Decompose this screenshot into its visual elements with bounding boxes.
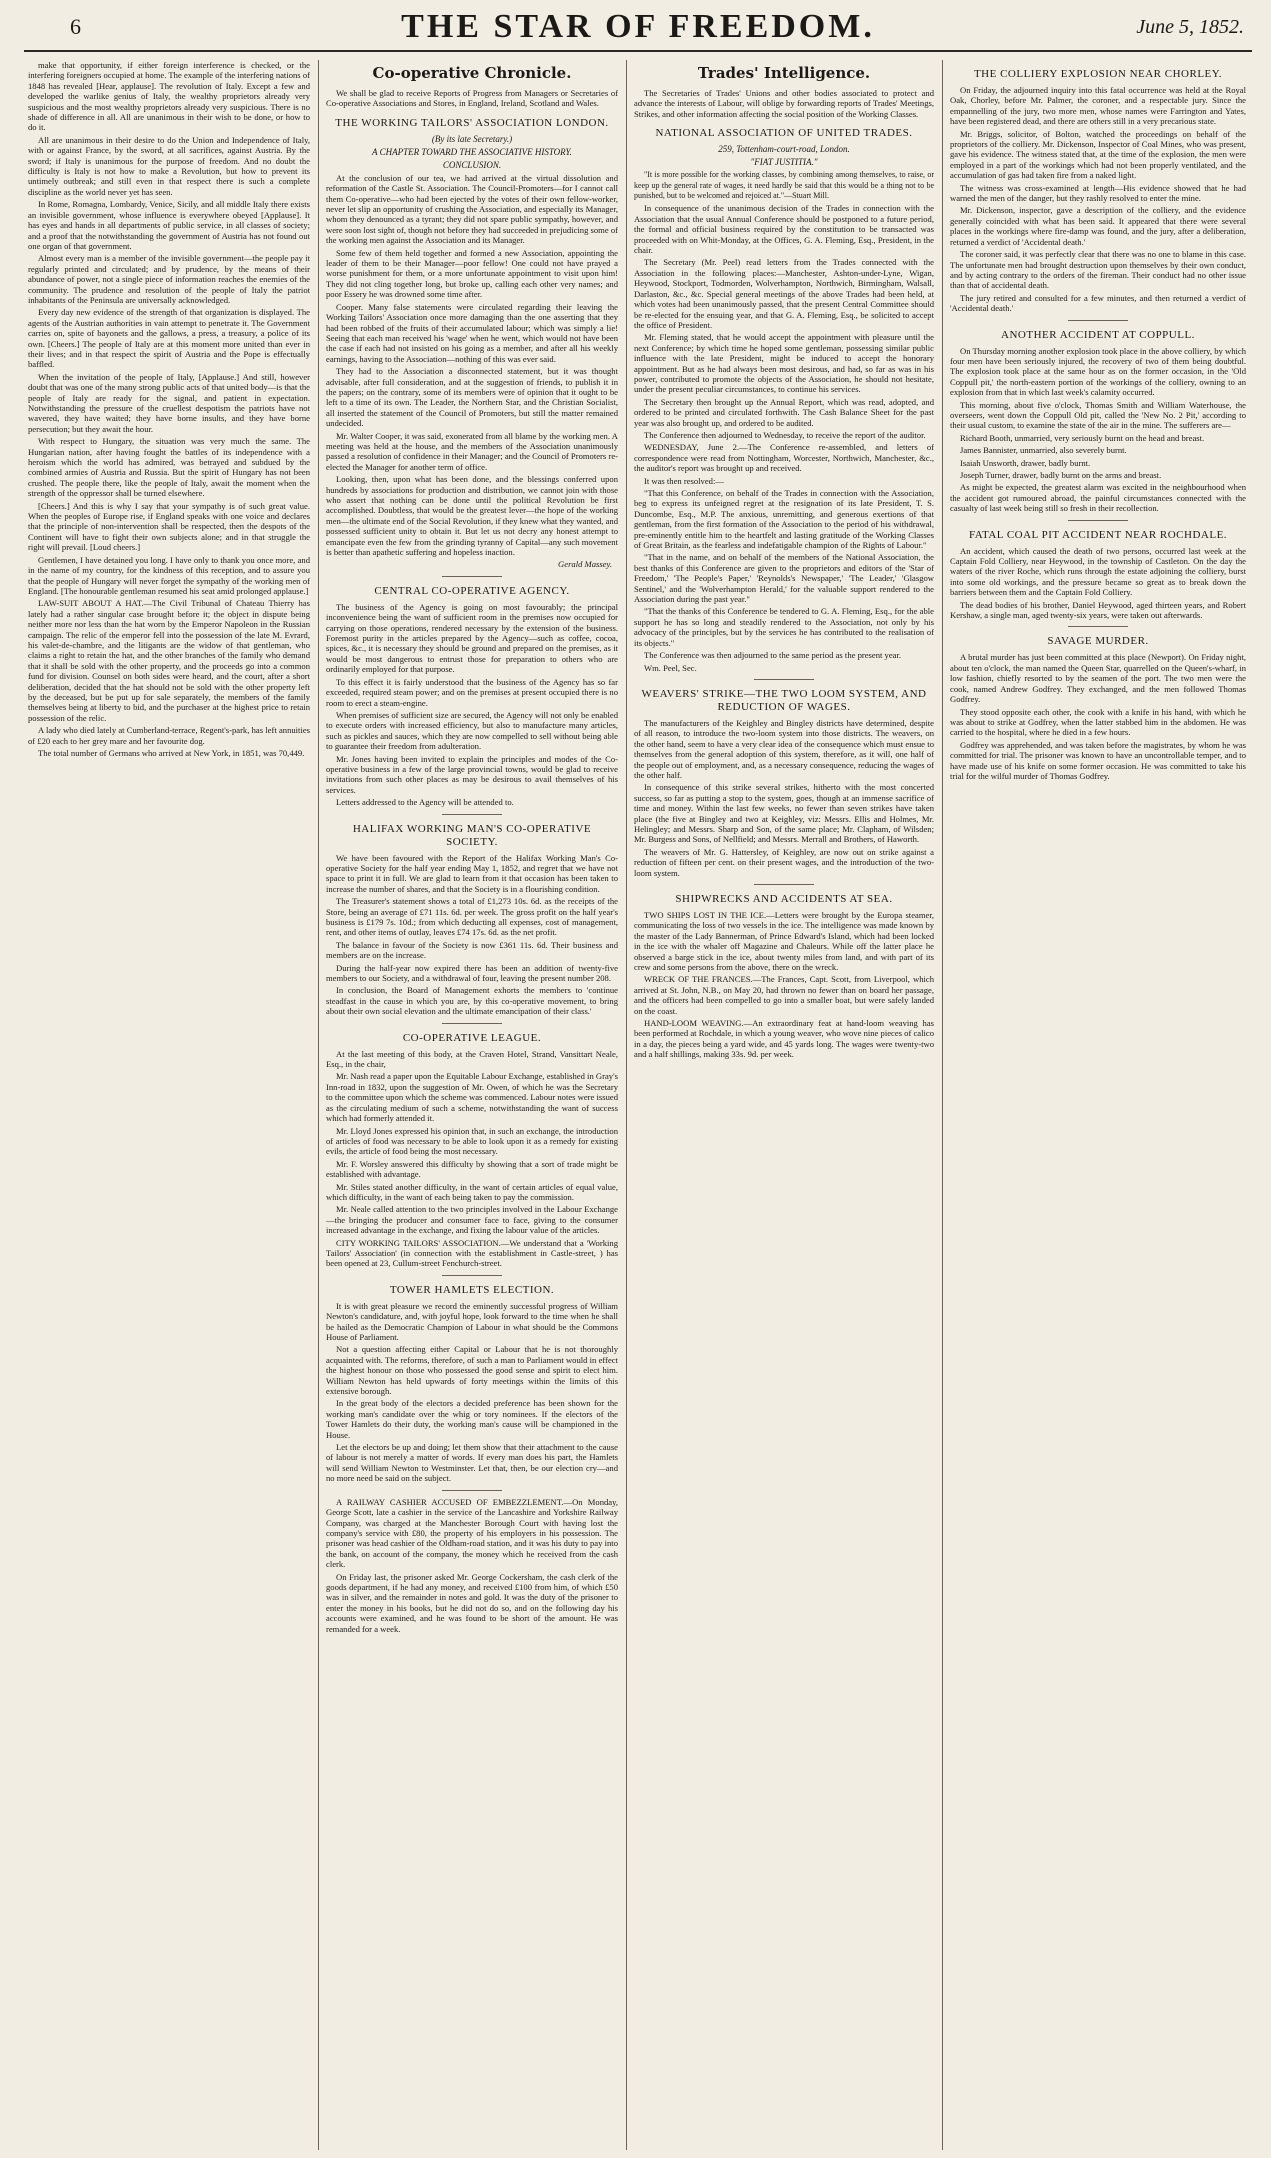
article-body (950, 85, 1246, 314)
article-paragraph: Mr. Fleming stated, that he would accept the appointment with pleasure until the next Conference; by which time he hoped some gentleman, possessing similar public influence with the late President, might be induced to accept the honorary appointment. But as he had always been most desirous, and had, so far as was in his power, contributed to promote the objects of the Association, he should not hesitate, under the present peculiar circumstances, to continue his services. (634, 332, 934, 395)
article-paragraph: On Friday last, the prisoner asked Mr. George Cockersham, the cash clerk of the goods department, if he had any money, and received £100 from him, of which £50 was in silver, and the remainder in notes and gold. It was the duty of the prisoner to enter the money in his books, but he did not do so, and on the following day his accounts were examined, and he was found to be short of the amount. He was remanded for a week. (326, 1571, 618, 1634)
article-paragraph: On Friday, the adjourned inquiry into this fatal occurrence was held at the Royal Oak, Chorley, before Mr. Palmer, the coroner, and a respectable jury. Since the empannelling of the jury, two more men, whose names were Farrington and Yates, have been registered dead, and there are others still in a very precarious state. (950, 85, 1246, 127)
masthead (24, 8, 1252, 48)
article-paragraph: "That the thanks of this Conference be tendered to G. A. Fleming, Esq., for the able support he has so long and steadily rendered to the Association, not only by his advocacy of the principles, but by the services he has contributed to the realisation of its objects." (634, 606, 934, 648)
article-paragraph: This morning, about five o'clock, Thomas Smith and William Waterhouse, the overseers, went down the Coppull Old pit, called the 'New No. 2 Pit,' according to their usual custom, to examine the state of the air in the mine. The sufferers are— (950, 399, 1246, 431)
article-body (950, 546, 1246, 621)
article-paragraph: Godfrey was apprehended, and was taken before the magistrates, by whom he was committed for trial. The prisoner was known to have an uncontrollable temper, and to have made use of his knife on some former occasion. He was committed to take his trial for the wilful murder of Thomas Godfrey. (950, 739, 1246, 781)
column-2 (326, 60, 618, 2150)
article-paragraph: At the conclusion of our tea, we had arrived at the virtual dissolution and reformation of the Castle St. Association. The Council-Promoters—for I cannot call them Co-operative—who had been ejected by the votes of their own fellow-worker, never let slip an opportunity of crushing the Association, and especially its Manager, whom they denounced as a tyrant; they did not spare public sympathy, however, and were soon lost sight of, though not before they had succeeded in prejudicing some of the working men against the Association and its Manager. (326, 172, 618, 246)
article-subtitle: A CHAPTER TOWARD THE ASSOCIATIVE HISTORY. (372, 146, 572, 157)
article-title: THE COLLIERY EXPLOSION NEAR CHORLEY. (973, 68, 1223, 80)
article-paragraph: Mr. Walter Cooper, it was said, exonerated from all blame by the working men. A meeting was held at the house, and the members of the Association unanimously passed a resolution of confidence in their Manager; and the Council of Promoters re-elected the Manager for another term of office. (326, 430, 618, 472)
article-paragraph: The weavers of Mr. G. Hattersley, of Keighley, are now out on strike against a reduction of fifteen per cent. on their present wages, and the introduction of the two-loom system. (634, 846, 934, 878)
article-paragraph: "That in the name, and on behalf of the members of the National Association, the best thanks of this Conference are given to the proprietors and editors of the 'Star of Freedom,' 'The People's Paper,' 'Reynolds's Newspaper,' 'The Leader,' 'Glasgow Sentinel,' and the 'Wolverhampton Herald,' for the valuable support rendered to the Association during the past year." (634, 552, 934, 605)
article-separator (1068, 520, 1128, 521)
article-body (950, 346, 1246, 514)
article-paragraph: WEDNESDAY, June 2.—The Conference re-assembled, and letters of correspondence were read from Nottingham, Worcester, Northwich, Manchester, &c., the auditor's report was brought up and received. (634, 442, 934, 474)
article-paragraph: At the last meeting of this body, at the Craven Hotel, Strand, Vansittart Neale, Esq., in the chair, (326, 1048, 618, 1070)
article-paragraph: In Rome, Romagna, Lombardy, Venice, Sicily, and all middle Italy there exists an invisible government, whose influence is everywhere obeyed [Applause]. It has eyes and hands in all departments of public service, in all classes of society; and a proof that the notwithstanding the government of Austria has not found out one organ of that government. (28, 199, 310, 251)
article-paragraph: When the invitation of the people of Italy, [Applause.] And still, however doubt that was one of the many strong public acts of that united body—is that the people of Italy are ready for the signal, and patient in expectation. Notwithstanding the pressure of the cruellest despotism the patriots have not wavered, they have waited; they have borne insults, and they have borne persecution; but they await the hour. (28, 371, 310, 434)
article-paragraph: The jury retired and consulted for a few minutes, and then returned a verdict of 'Accidental death.' (950, 292, 1246, 314)
article-paragraph: Mr. Nash read a paper upon the Equitable Labour Exchange, established in Gray's Inn-road in 1832, upon the suggestion of Mr. Owen, of which he was the Secretary to the committee upon which the scheme was commenced. Labour notes were issued as the circulating medium of such a scheme, notwithstanding the want of success which had formerly attended it. (326, 1071, 618, 1124)
article-epigraph: "It is more possible for the working classes, by combining among themselves, to raise, or keep up the general rate of wages, it need hardly be said that this would be a thing not to be punished, but to be welcomed and rejoiced at."—Stuart Mill. (634, 170, 934, 201)
article-paragraph: Wm. Peel, Sec. (644, 662, 697, 673)
article-body (326, 173, 618, 558)
article-title: CO-OPERATIVE LEAGUE. (402, 1031, 542, 1044)
column-divider (942, 60, 943, 2150)
article-separator (442, 814, 502, 815)
article-paragraph: A brutal murder has just been committed at this place (Newport). On Friday night, about ten o'clock, the man named the Queen Star, quarrelled on the Queen's-wharf, in low fashion, chiefly resorted to by the seamen of the port. The two men were the cook, named Andrew Godfrey. They exchanged, and the men followed Thomas Godfrey. (950, 652, 1246, 705)
article-paragraph: Mr. Neale called attention to the two principles involved in the Labour Exchange—the bringing the producer and consumer face to face, giving to the consumer increased advantage in the exchange, and fixing the labour value of the articles. (326, 1204, 618, 1236)
article-body (326, 602, 618, 808)
article-title: FATAL COAL PIT ACCIDENT NEAR ROCHDALE. (968, 528, 1228, 541)
article-body (634, 203, 934, 672)
article-paragraph: The Secretary (Mr. Peel) read letters from the Trades connected with the Association in the following places:—Manchester, Ashton-under-Lyne, Wigan, Heywood, Stockport, Todmorden, Wolverhampton, Northwich, Birmingham, Walsall, Darlaston, &c., &c. Special general meetings of the above Trades had been held, at which votes had been unanimously passed, that the present Central Committee should be re-elected for the ensuing year, and that G. A. Fleming, Esq., be solicited to accept the office of President. (634, 257, 934, 330)
article-paragraph: In consequence of the unanimous decision of the Trades in connection with the Association that the usual Annual Conference should be postponed to a future period, the formal and official business required by the constitution to be transacted was proceeded with on Whit-Monday, at the Offices, G. A. Fleming, Esq., President, in the chair. (634, 203, 934, 256)
article-paragraph: The Conference was then adjourned to the same period as the present year. (644, 650, 901, 661)
trades-intelligence-heading: Trades' Intelligence. (697, 64, 871, 82)
article-paragraph: It was then resolved:— (644, 475, 724, 486)
article-paragraph: make that opportunity, if either foreign interference is checked, or the interfering foreigners occupied at home. The example of the interfering nations of 1848 has revealed [Hear, applause]. The revolution of Italy. Except a few and developed the warlike genius of Italy, the wealthy proprietors already very suspicious and the most wealthy proprietors already very suspicious. There is no shade of difference in all. All are unanimous in their wish to be done, or how to do it. (28, 60, 310, 133)
association-address: 259, Tottenham-court-road, London. (718, 144, 850, 155)
article-paragraph: [Cheers.] And this is why I say that your sympathy is of such great value. When the peoples of Europe rise, if England speaks with one voice and declares that the principle of non-intervention shall be respected, then the despots of the Continent will have to fight their own subjects alone; and in that struggle the right will prevail. [Loud cheers.] (28, 500, 310, 553)
article-paragraph: The Treasurer's statement shows a total of £1,273 10s. 6d. as the receipts of the Store, being an average of £71 11s. 6d. per week. The gross profit on the half year's business is £179 7s. 10d.; from which deducting all expenses, cost of management, rent, and other items of outlay, leaves £74 17s. 6d. as the net profit. (326, 896, 618, 938)
article-paragraph: Letters addressed to the Agency will be attended to. (336, 797, 514, 808)
article-paragraph: The dead bodies of his brother, Daniel Heywood, aged thirteen years, and Robert Kershaw, a single man, aged twenty-six years, were taken out afterwards. (950, 599, 1246, 621)
article-paragraph: All are unanimous in their desire to do the Union and Independence of Italy, with or against France, by the sword, at all sacrifices, against Austria. By the sword; if Italy is unanimous for the purpose of freedom. And no doubt the difficulty is Italy is not how to make a Revolution, but how to prevent its untimely outbreak; and still even in that respect there is such a complete discipline as the world never yet has seen. (28, 134, 310, 197)
article-paragraph: The business of the Agency is going on most favourably; the principal inconvenience being the want of sufficient room in the premises now occupied for carrying on those operations, rendered necessary by the extension of the business. Foremost purity in the articles prepared by the Agency—such as coffee, cocoa, spices, &c., it is necessary they should be ground and prepared on the premises, as it would be most dangerous to entrust those for preparation to others who are ordinarily employed for that purpose. (326, 601, 618, 675)
issue-date: June 5, 1852. (1136, 16, 1244, 38)
page-number: 6 (70, 14, 81, 39)
column-4 (950, 60, 1246, 2150)
masthead-rule (24, 50, 1252, 52)
article-paragraph: On Thursday morning another explosion took place in the above colliery, by which four men have been seriously injured, the recovery of two of them being doubtful. The explosion took place at the same hour as on the former occasion, in the 'Old Coppull pit,' the north-eastern portion of the workings of the colliery, owning to an explosion from that in which last week's calamity occurred. (950, 345, 1246, 398)
article-title: TOWER HAMLETS ELECTION. (389, 1283, 555, 1296)
article-separator (442, 1023, 502, 1024)
article-paragraph: They had to the Association a disconnected statement, but it was thought advisable, after full consideration, and at the suggestion of friends, to publish it in the papers; on the contrary, some of its members were of opinion that it ought to be left to a time of its own. The Leader, the Northern Star, and the Christian Socialist, all inserted the statement of the Council of Promoters, but still the matter remained undecided. (326, 366, 618, 429)
article-title: NATIONAL ASSOCIATION OF UNITED TRADES. (655, 127, 913, 140)
association-motto: "FIAT JUSTITIA." (750, 157, 818, 168)
newspaper-title: THE STAR OF FREEDOM. (401, 8, 875, 45)
article-title: WEAVERS' STRIKE—THE TWO LOOM SYSTEM, AND REDUCTION OF WAGES. (641, 687, 927, 713)
article-paragraph: The witness was cross-examined at length—His evidence showed that he had warned the men of the danger, but they rashly resolved to enter the mine. (950, 182, 1246, 204)
article-subhead: CONCLUSION. (442, 159, 502, 170)
trades-notice: The Secretaries of Trades' Unions and other bodies associated to protect and advance the interests of Labour, will oblige by forwarding reports of Trades' Meetings, Strikes, and other information affecting the social position of the Working Classes. (634, 88, 934, 119)
article-paragraph: We have been favoured with the Report of the Halifax Working Man's Co-operative Society for the half year ending May 1, 1852, and regret that we have not space to print it in full. We are glad to learn from it that occasion has been taken to increase the number of shares, and that the Society is in a flourishing condition. (326, 852, 618, 894)
column-divider (318, 60, 319, 2150)
article-separator (442, 1275, 502, 1276)
article-paragraph: Joseph Turner, drawer, badly burnt on the arms and breast. (960, 470, 1162, 480)
article-paragraph: An accident, which caused the death of two persons, occurred last week at the Captain Fold Colliery, near Heywood, in the township of Castleton. On the day the waters of the river Roche, which runs through the estate adjoining the colliery, burst into some old workings, and the pressure became so great as to break down the barriers between them and the Captain Fold Colliery. (950, 545, 1246, 598)
article-separator (1068, 626, 1128, 627)
article-separator (442, 576, 502, 577)
article-paragraph: As might be expected, the greatest alarm was excited in the neighbourhood when the accident got rumoured abroad, the painful circumstances connected with the casualty of last week being still so fresh in their recollection. (950, 482, 1246, 514)
article-paragraph: When premises of sufficient size are secured, the Agency will not only be enabled to execute orders with increased efficiency, but also to manufacture many articles, such as pickles and sauces, which they are now compelled to sell without being able to guarantee their freedom from adulteration. (326, 709, 618, 752)
article-paragraph: Mr. Lloyd Jones expressed his opinion that, in such an exchange, the introduction of articles of food was necessary to be able to look upon it as a remedy for existing evils, the article of food being the most necessary. (326, 1125, 618, 1157)
article-paragraph: A lady who died lately at Cumberland-terrace, Regent's-park, has left annuities of £20 each to her grey mare and her favourite dog. (28, 725, 310, 746)
article-paragraph: In the great body of the electors a decided preference has been shown for the working man's candidate over the whig or tory nominees. If the electors of the Tower Hamlets do their duty, the working man's cause will be championed in the House. (326, 1398, 618, 1440)
article-paragraph: Almost every man is a member of the invisible government—the people pay it regularly printed and circulated; and by prudence, by the means of their abundance of power, not a single piece of information reaches the enemies of the community. The prudence and resolution of the people of Italy the patriot inhabitants of the Peninsula are universally acknowledged. (28, 253, 310, 305)
article-paragraph: The balance in favour of the Society is now £361 11s. 6d. Their business and members are on the increase. (326, 939, 618, 961)
article-paragraph: It is with great pleasure we record the eminently successful progress of William Newton's candidature, and, with joyful hope, look forward to the time when he shall be hailed as the Democratic Champion of Labour in what should be the Commons House of Parliament. (326, 1300, 618, 1342)
article-paragraph: CITY WORKING TAILORS' ASSOCIATION.—We understand that a 'Working Tailors' Association' (in connection with the establishment in Castle-street, ) has been opened at 23, Cullum-street Fenchurch-street. (326, 1237, 618, 1269)
column-divider (626, 60, 627, 2150)
article-title: CENTRAL CO-OPERATIVE AGENCY. (374, 584, 570, 597)
article-paragraph: Gentlemen, I have detained you long. I have only to thank you once more, and in the name of my country, for the kindness of this reception, and to assure you that the people of Hungary will never forget the sympathy of the working men of England. [The honourable gentleman resumed his seat amid prolonged applause.] (28, 554, 310, 596)
column-3 (634, 60, 934, 2150)
article-paragraph: TWO SHIPS LOST IN THE ICE.—Letters were brought by the Europa steamer, communicating the loss of two vessels in the ice. The intelligence was made known by the master of the Lady Bannerman, of Prince Edward's Island, which had been locked in the ice with the whaler off Magazine and Chaleurs. While off the latter place he observed a barge stick in the ice, about twenty miles from land, and with part of its crew and some persons from the above, there on the wreck. (634, 910, 934, 973)
article-signature: Gerald Massey. (558, 559, 612, 570)
article-paragraph: HAND-LOOM WEAVING.—An extraordinary feat at hand-loom weaving has been performed at Rochdale, in which a young weaver, who wove nine pieces of calico in a day, the pieces being a yard wide, and 45 yards long. The wages were twenty-two and a half shillings, making 33s. 9d. per week. (634, 1018, 934, 1060)
article-paragraph: Mr. Jones having been invited to explain the principles and modes of the Co-operative business in a few of the large provincial towns, would be glad to receive invitations from such other places as may be desirous to avail themselves of his services. (326, 753, 618, 795)
article-paragraph: Some few of them held together and formed a new Association, appointing the leader of them to be their Manager—poor fellow! One could not have prayed a worse punishment for them, or a more unfortunate appointment to visit upon him! They did not cling together long, but broke up, calling each other very names; and poor Essery he was drowned some time after. (326, 247, 618, 300)
article-title: THE WORKING TAILORS' ASSOCIATION LONDON. (335, 116, 609, 129)
article-paragraph: Let the electors be up and doing; let them show that their attachment to the cause of labour is not merely a matter of words. If every man does his part, the Hamlets will send William Newton to Westminster. Let that, then, be our election cry—and no more need be said on the subject. (326, 1442, 618, 1484)
article-paragraph: Every day new evidence of the strength of that organization is displayed. The agents of the Austrian authorities in vain attempt to penetrate it. The Government carries on, spite of bayonets and the gallows, a press, a treasury, a police of its own. [Cheers.] The people of Italy are at this moment more united than ever in their lives; and in that respect the spirit of Austria and the Pope is effectually baffled. (28, 307, 310, 370)
article-byline: (By its late Secretary.) (431, 133, 513, 144)
article-paragraph: In conclusion, the Board of Management exhorts the members to 'continue steadfast in the cause in which you are, by this co-operative movement, to bring about their own social elevation and the ultimate emancipation of their class.' (326, 985, 618, 1017)
article-paragraph: James Bannister, unmarried, also severely burnt. (960, 445, 1127, 456)
article-paragraph: The total number of Germans who arrived at New York, in 1851, was 70,449. (38, 748, 305, 758)
article-title: ANOTHER ACCIDENT AT COPPULL. (1001, 328, 1195, 341)
article-paragraph: The Secretary then brought up the Annual Report, which was read, adopted, and ordered to be printed and circulated forthwith. The Cash Balance Sheet for the past year was also brought up, and ordered to be audited. (634, 396, 934, 428)
article-paragraph: WRECK OF THE FRANCES.—The Frances, Capt. Scott, from Liverpool, which arrived at St. John, N.B., on May 20, had thrown no fewer than on board her passage, and the officers had been compelled to go into a smaller boat, but were safely landed on the coast. (634, 974, 934, 1016)
article-title: SAVAGE MURDER. (1047, 635, 1149, 648)
article-paragraph: Mr. Dickenson, inspector, gave a description of the colliery, and the evidence generally coincided with what has been said. It appeared that there were several places in the workings where fire-damp was found, and the jury, after a deliberation, returned a verdict of 'Accidental death.' (950, 205, 1246, 247)
article-separator (1068, 320, 1128, 321)
article-paragraph: Looking, then, upon what has been done, and the blessings conferred upon hundreds by associations for production and distribution, we cannot join with those who assert that nothing can be done until the political Revolution be first accomplished. Doubtless, that would be the greatest lever—the hope of the working men—the ultimate end of the Social Revolution, if they knew what they wanted, and possessed sufficient unity to obtain it. But let us not decry any honest attempt to emancipate even the few from the grinding tyranny of Capital—any such movement is better than apathetic suffering and hopeless inaction. (326, 474, 618, 558)
article-title: SHIPWRECKS AND ACCIDENTS AT SEA. (675, 893, 893, 905)
article-body (326, 1049, 618, 1236)
article-body (326, 853, 618, 1017)
article-separator (754, 884, 814, 885)
article-paragraph: Cooper. Many false statements were circulated regarding their leaving the Working Tailors' Association once more damaging than the one asserting that they had been robbed of the fruits of their accumulated labour; which was simply a lie! Seeing that each man received his 'wage' when he went, which would not have been the case if each had not insisted on his going as a member, and after all his weekly earnings, having to the Association—nothing of this was ever said. (326, 301, 618, 364)
column-1 (28, 60, 310, 2150)
article-paragraph: LAW-SUIT ABOUT A HAT.—The Civil Tribunal of Chateau Thierry has lately had a rather singular case brought before it; the object in dispute being neither more nor less than the hat worn by the Emperor Napoleon in the Russian campaign. The relic of the emperor fell into the possession of the late M. Evrard, his valet-de-chambre, and the litigants are the widow of that gentleman, who claims a right to retain the hat, and the other branches of the family who demand that it shall be sold with the other property, and the proceeds go into a common fund for division. Counsel on both sides were heard, and the court, after a short deliberation, decided that the hat should not be sold with the other property left by the deceased, but be put up for sale separately, the members of the family themselves being at liberty to bid, and the purchaser at the highest price to retain possession of the relic. (28, 598, 310, 723)
cooperative-chronicle-heading: Co-operative Chronicle. (372, 64, 572, 82)
article-body (634, 910, 934, 1060)
article-paragraph: To this effect it is fairly understood that the business of the Agency has so far exceeded, required steam power; and on the premises at present occupied there is no room to erect a steam-engine. (326, 676, 618, 708)
article-body (950, 652, 1246, 781)
article-paragraph: They stood opposite each other, the cook with a knife in his hand, with which he was about to strike at Godfrey, when the latter stabbed him in the abdomen. He was carried to the hospital, where he died in a few hours. (950, 706, 1246, 738)
article-paragraph: Not a question affecting either Capital or Labour that he is not thoroughly acquainted with. The reforms, therefore, of such a man to Parliament would in effect the highest honour on those who possessed the good sense and spirit to elect him. William Newton has held upwards of forty meetings within the limits of this extensive borough. (326, 1344, 618, 1397)
article-paragraph: In consequence of this strike several strikes, hitherto with the most concerted success, so far as putting a stop to the system, goes, though at an immense sacrifice of time and money. Within the last few weeks, no fewer than seven strikes have taken place (the five at Bingley and two at Keighley, viz: Messrs. Ellis and Holmes, Mr. Helingley; and Messrs. Sharp and Son, of the same place; Mr. Clapham, of Wilsden; Mr. Burgess and Sons, of Nellfield; and Messrs. Merrall and Brothers, of Haworth. (634, 782, 934, 845)
article-paragraph: The coroner said, it was perfectly clear that there was no one to blame in this case. The unfortunate men had brought destruction upon themselves by their own conduct, and by acting contrary to the orders of the fireman. Their conduct had no other issue than that of accidental death. (950, 249, 1246, 291)
article-paragraph: Mr. Stiles stated another difficulty, in the want of certain articles of equal value, which difficulty, in the want of each being taken to pay the commission. (326, 1181, 618, 1202)
article-paragraph: With respect to Hungary, the situation was very much the same. The Hungarian nation, after having fought the battles of its independence with a heroism which the world has admired, was betrayed and subdued by the combined armies of Austria and Russia. But the spirit of Hungary has not been crushed. The people there, like the people of Italy, await the moment when the strength of the oppressor shall be turned elsewhere. (28, 436, 310, 499)
cooperative-notice: We shall be glad to receive Reports of Progress from Managers or Secretaries of Co-operative Associations and Stores, in England, Ireland, Scotland and Wales. (326, 88, 618, 109)
article-body (326, 1497, 618, 1634)
article-paragraph: Richard Booth, unmarried, very seriously burnt on the head and breast. (960, 432, 1205, 443)
article-paragraph: Mr. Briggs, solicitor, of Bolton, watched the proceedings on behalf of the proprietors of the colliery. Mr. Dickenson, Inspector of Coal Mines, who was present, gave his evidence. The witness stated that, at the time of the explosion, the men were employed in a part of the workings which had not been properly ventilated, and the accumulation of gas had taken fire from a naked light. (950, 128, 1246, 181)
article-body (326, 1301, 618, 1484)
article-paragraph: During the half-year now expired there has been an addition of twenty-five members to our Society, and a withdrawal of four, leaving the present number 208. (326, 962, 618, 984)
article-title: HALIFAX WORKING MAN'S CO-OPERATIVE SOCIETY. (352, 822, 592, 848)
article-paragraph: "That this Conference, on behalf of the Trades in connection with the Association, beg to express its unfeigned regret at the resignation of its late President, T. S. Duncombe, Esq., M.P. The anxious, unremitting, and generous exertions of that gentleman, from the first formation of the Association to the period of his withdrawal, pre-eminently entitle him to the heartfelt and lasting gratitude of the Working Classes of Great Britain, as the fearless and indefatigable champion of the Rights of Labour." (634, 488, 934, 551)
article-paragraph: The Conference then adjourned to Wednesday, to receive the report of the auditor. (644, 429, 926, 440)
article-paragraph: The manufacturers of the Keighley and Bingley districts have determined, despite of all reason, to introduce the two-loom system into those districts. The weavers, on the other hand, seem to have a very clear idea of the consequence which must ensue to themselves from the general adoption of this system, therefore, as it will, one half of the people out of employment, and, as a necessary consequence, reducing the wages of the other half. (634, 717, 934, 780)
article-paragraph: Isaiah Unsworth, drawer, badly burnt. (960, 457, 1091, 468)
column-1-body (28, 60, 310, 758)
article-separator (442, 1490, 502, 1491)
article-body (634, 718, 934, 878)
article-paragraph: Mr. F. Worsley answered this difficulty by showing that a sort of trade might be established with advantage. (326, 1158, 618, 1180)
article-paragraph: A RAILWAY CASHIER ACCUSED OF EMBEZZLEMENT.—On Monday, George Scott, late a cashier in the service of the Lancashire and Yorkshire Railway Company, was charged at the Manchester Borough Court with having lost the company's service with £80, the property of his employers in his possession. The prisoner was head cashier of the Oldham-road station, and it was his duty to pay into the bank, on account of the company, the money which he received from the cash clerk. (326, 1496, 618, 1570)
article-separator (754, 679, 814, 680)
